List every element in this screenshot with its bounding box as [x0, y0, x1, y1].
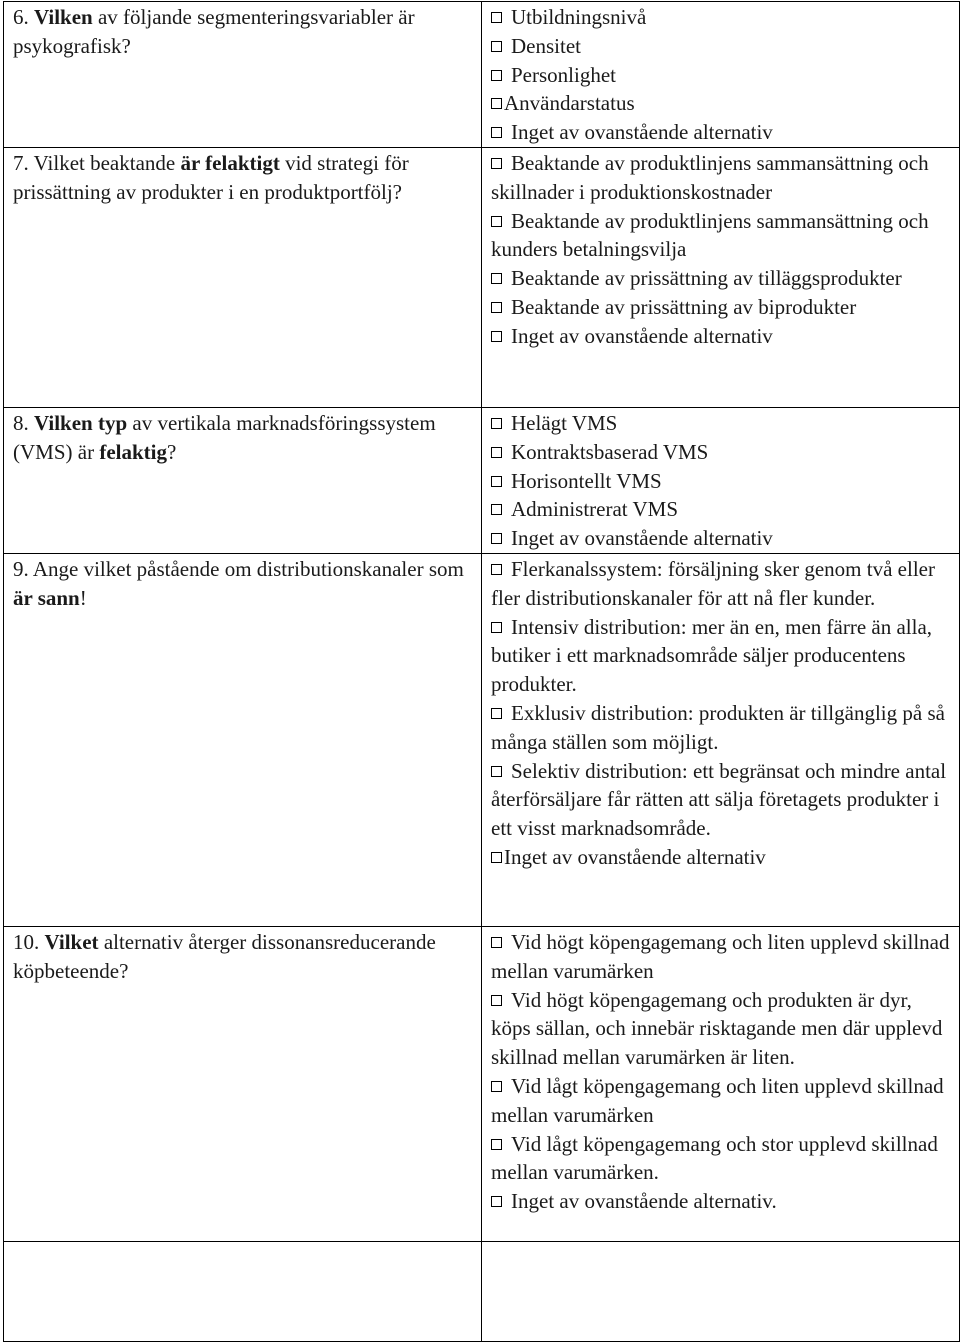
answer-option[interactable] [491, 149, 955, 207]
checkbox-icon[interactable] [491, 476, 502, 487]
question-text-part: ? [166, 439, 177, 464]
answer-option[interactable] [491, 32, 955, 61]
empty-answer-cell [482, 1241, 960, 1341]
question-text [13, 151, 409, 204]
question-text-part: ! [79, 585, 87, 610]
question-cell-6 [4, 2, 482, 148]
checkbox-icon[interactable] [491, 158, 502, 169]
question-text-part: av följande segmenteringsvariabler är psykografisk? [13, 5, 415, 58]
checkbox-icon[interactable] [491, 331, 502, 342]
answer-option-label: Personlighet [511, 62, 616, 87]
checkbox-icon[interactable] [491, 622, 502, 633]
answer-option[interactable] [491, 118, 955, 147]
checkbox-icon[interactable] [491, 766, 502, 777]
question-number: 7. [13, 150, 29, 175]
question-text [13, 930, 436, 983]
answer-option-label: Inget av ovanstående alternativ [511, 323, 773, 348]
question-text [13, 411, 436, 464]
checkbox-icon[interactable] [491, 1196, 502, 1207]
answer-option-label: Inget av ovanstående alternativ [511, 526, 773, 551]
checkbox-icon[interactable] [491, 1081, 502, 1092]
answer-option-label: Beaktande av produktlinjens sammansättning och skillnader i produktionskostnader [491, 150, 929, 204]
empty-row [4, 1241, 960, 1341]
answer-option-label: Beaktande av prissättning av tilläggsprodukter [511, 266, 902, 291]
answer-option[interactable] [491, 438, 955, 467]
checkbox-icon[interactable] [491, 852, 502, 863]
question-row-10 [4, 926, 960, 1241]
quiz-body [4, 2, 960, 1342]
answer-option[interactable] [491, 409, 955, 438]
answer-option-label: Användarstatus [504, 91, 635, 116]
checkbox-icon[interactable] [491, 12, 502, 23]
question-text-bold: Vilket [44, 929, 99, 954]
answer-option[interactable] [491, 524, 955, 553]
checkbox-icon[interactable] [491, 447, 502, 458]
answer-option-label: Vid högt köpengagemang och produkten är dyr, köps sällan, och innebär risktagande men där upplevd skillnad mellan varumärken är liten. [491, 987, 943, 1070]
question-row-8 [4, 407, 960, 553]
question-cell-9 [4, 553, 482, 926]
checkbox-icon[interactable] [491, 504, 502, 515]
answer-option-label: Inget av ovanstående alternativ. [511, 1189, 777, 1214]
question-text [13, 5, 415, 58]
checkbox-icon[interactable] [491, 1139, 502, 1150]
answer-option[interactable] [491, 843, 955, 872]
answer-option-label: Selektiv distribution: ett begränsat och mindre antal återförsäljare får rätten att sälja företagets produkter i ett visst marknadsområde. [491, 758, 947, 841]
question-text-bold: Vilken [34, 5, 93, 29]
answer-option[interactable] [491, 467, 955, 496]
answer-option[interactable] [491, 757, 955, 843]
answer-option[interactable] [491, 495, 955, 524]
answer-option[interactable] [491, 293, 955, 322]
answer-option[interactable] [491, 322, 955, 351]
answer-option-label: Inget av ovanstående alternativ [511, 120, 773, 145]
answer-option[interactable] [491, 89, 955, 118]
answer-option[interactable] [491, 613, 955, 699]
question-text-part: alternativ återger dissonansreducerande köpbeteende? [13, 929, 436, 983]
question-text-bold: är felaktigt [180, 150, 280, 175]
question-text [13, 557, 464, 610]
answer-option[interactable] [491, 1187, 955, 1216]
question-text-part: vid strategi för prissättning av produkter i en produktportfölj? [13, 150, 409, 204]
question-cell-10 [4, 926, 482, 1241]
options-cell-9 [482, 553, 960, 926]
checkbox-icon[interactable] [491, 995, 502, 1006]
answer-option-label: Vid lågt köpengagemang och stor upplevd skillnad mellan varumärken. [491, 1131, 938, 1185]
checkbox-icon[interactable] [491, 70, 502, 81]
question-text-part: Vilket beaktande [33, 150, 181, 175]
answer-option-label: Densitet [511, 33, 581, 58]
checkbox-icon[interactable] [491, 216, 502, 227]
options-cell-8 [482, 407, 960, 553]
answer-option-label: Horisontellt VMS [511, 468, 662, 493]
answer-option[interactable] [491, 928, 955, 986]
answer-option-label: Kontraktsbaserad VMS [511, 439, 709, 464]
options-cell-6 [482, 2, 960, 148]
quiz-table [3, 1, 960, 1342]
answer-option[interactable] [491, 1130, 955, 1188]
checkbox-icon[interactable] [491, 533, 502, 544]
answer-option-label: Helägt VMS [511, 410, 618, 435]
checkbox-icon[interactable] [491, 302, 502, 313]
question-number: 6. [13, 5, 29, 29]
answer-option-label: Exklusiv distribution: produkten är tillgänglig på så många ställen som möjligt. [491, 700, 945, 754]
answer-option-label: Administrerat VMS [511, 497, 679, 522]
question-number: 10. [13, 929, 40, 954]
answer-option-label: Flerkanalssystem: försäljning sker genom två eller fler distributionskanaler för att nå fler kunder. [491, 556, 935, 610]
answer-option-label: Beaktande av produktlinjens sammansättning och kunders betalningsvilja [491, 208, 929, 262]
options-cell-10 [482, 926, 960, 1241]
checkbox-icon[interactable] [491, 127, 502, 138]
question-text-bold: felaktig [99, 439, 167, 464]
question-number: 8. [13, 410, 29, 435]
question-cell-7 [4, 147, 482, 407]
question-row-6 [4, 2, 960, 148]
checkbox-icon[interactable] [491, 273, 502, 284]
answer-option[interactable] [491, 1072, 955, 1130]
options-cell-7 [482, 147, 960, 407]
answer-option[interactable] [491, 555, 955, 613]
answer-option-label: Inget av ovanstående alternativ [504, 844, 766, 869]
answer-option[interactable] [491, 207, 955, 265]
question-number: 9. [13, 556, 29, 581]
question-text-part: av vertikala marknadsföringssystem (VMS) är [13, 410, 436, 464]
question-row-9 [4, 553, 960, 926]
checkbox-icon[interactable] [491, 98, 502, 109]
answer-option[interactable] [491, 61, 955, 90]
answer-option-label: Utbildningsnivå [511, 5, 647, 29]
answer-option[interactable] [491, 699, 955, 757]
answer-option[interactable] [491, 986, 955, 1072]
answer-option[interactable] [491, 264, 955, 293]
checkbox-icon[interactable] [491, 41, 502, 52]
empty-question-cell [4, 1241, 482, 1341]
answer-option-label: Beaktande av prissättning av biprodukter [511, 294, 857, 319]
checkbox-icon[interactable] [491, 937, 502, 948]
answer-option-label: Vid högt köpengagemang och liten upplevd skillnad mellan varumärken [491, 929, 950, 983]
question-text-bold: är sann [13, 585, 80, 610]
checkbox-icon[interactable] [491, 564, 502, 575]
question-text-part: Ange vilket påstående om distributionskanaler som [32, 556, 464, 581]
checkbox-icon[interactable] [491, 708, 502, 719]
question-text-bold: Vilken typ [34, 410, 128, 435]
answer-option-label: Intensiv distribution: mer än en, men färre än alla, butiker i ett marknadsområde säljer producentens produkter. [491, 614, 933, 697]
question-cell-8 [4, 407, 482, 553]
question-row-7 [4, 147, 960, 407]
answer-option-label: Vid lågt köpengagemang och liten upplevd skillnad mellan varumärken [491, 1073, 944, 1127]
answer-option[interactable] [491, 3, 955, 32]
checkbox-icon[interactable] [491, 418, 502, 429]
